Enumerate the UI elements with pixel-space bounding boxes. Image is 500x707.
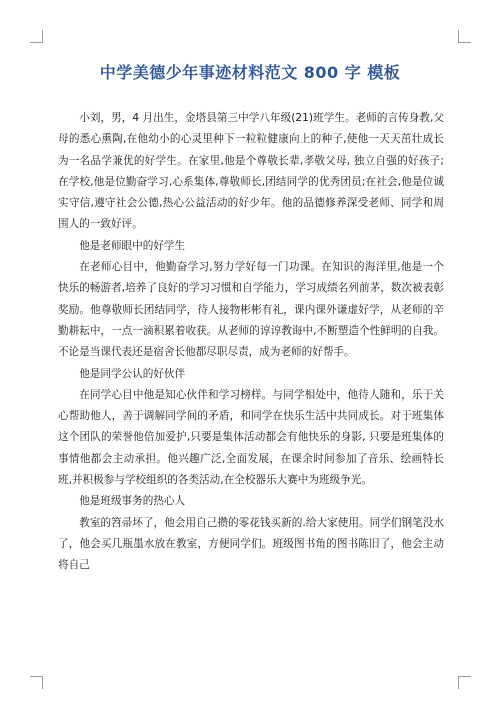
document-title: 中学美德少年事迹材料范文 800 字 模板 [99, 63, 401, 82]
corner-mark-top-right [458, 30, 471, 43]
document-body [58, 108, 444, 577]
corner-mark-bottom-right [458, 676, 471, 689]
section-heading-classmates: 他是同学公认的好伙伴 [79, 367, 186, 380]
corner-mark-top-left [30, 30, 43, 43]
paragraph-intro: 小刘，男，4 月出生，金塔县第三中学八年级(21)班学生。老师的言传身教,父母的悉心熏陶,在他幼小的心灵里种下一粒粒健康向上的种子,使他一天天茁壮成长为一名品学兼优的好学生。在家里,他是个尊敬长辈,孝敬父母, 独立自强的好孩子;在学校,他是位勤奋学习,心系集体,尊敬师长,团结同学的优秀团员;在社会,他是位诚实守信,遵守社会公德,热心公益活动的好少年。他的品德修养深受老师、同学和周围人的一致好评。 [58, 112, 444, 231]
paragraph-class-affairs: 教室的笤帚坏了，他会用自己攒的零花钱买新的.给大家使用。同学们钢笔没水了，他会买几瓶墨水放在教室，方便同学们。班级图书角的图书陈旧了，他会主动将自己 [58, 516, 444, 572]
paragraph-classmates: 在同学心目中他是知心伙伴和学习榜样。与同学相处中，他待人随和，乐于关心帮助他人，善于调解同学间的矛盾，和同学在快乐生活中共同成长。对于班集体这个团队的荣誉他倍加爱护,只要是集体活动都会有他快乐的身影, 只要是班集体的事情他都会主动承担。他兴趣广泛,全面发展，在课余时间参加了音乐、绘画特长班,并积极参与学校组织的各类活动,在全校器乐大赛中为班级争光。 [58, 388, 444, 487]
section-heading-teacher: 他是老师眼中的好学生 [79, 239, 186, 252]
corner-mark-bottom-left [30, 676, 43, 689]
paragraph-teacher: 在老师心目中，他勤奋学习,努力学好每一门功课。在知识的海洋里,他是一个快乐的畅游者,培养了良好的学习习惯和自学能力，学习成绩名列前茅，数次被表彰奖励。他尊敬师长团结同学，待人接物彬彬有礼，课内课外谦虚好学，从老师的辛勤耕耘中，一点一滴积累着收获。从老师的谆谆教诲中,不断塑造个性鲜明的自我。不论是当课代表还是宿舍长他都尽职尽责，成为老师的好帮手。 [58, 261, 444, 359]
section-heading-class-affairs: 他是班级事务的热心人 [79, 495, 186, 508]
